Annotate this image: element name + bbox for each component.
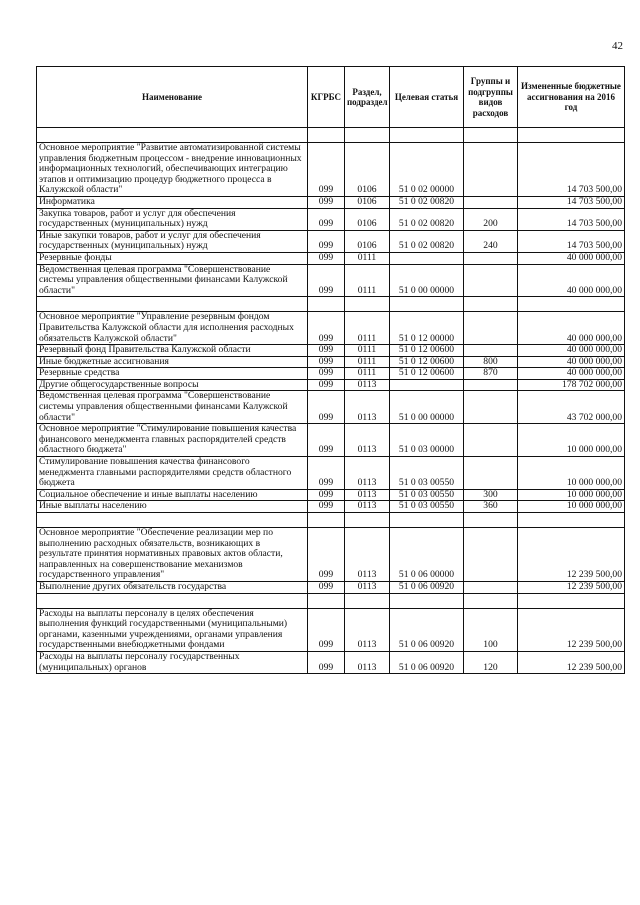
row-kgrbs: 099 bbox=[308, 252, 345, 264]
row-kgrbs: 099 bbox=[308, 379, 345, 391]
row-name: Другие общегосударственные вопросы bbox=[37, 379, 308, 391]
row-group bbox=[464, 391, 518, 424]
row-target: 51 0 02 00820 bbox=[390, 230, 464, 252]
row-section: 0111 bbox=[345, 356, 390, 368]
row-target: 51 0 06 00920 bbox=[390, 581, 464, 593]
row-target: 51 0 02 00820 bbox=[390, 208, 464, 230]
table-row bbox=[37, 208, 625, 230]
row-group bbox=[464, 379, 518, 391]
row-group: 360 bbox=[464, 501, 518, 513]
row-name: Основное мероприятие "Развитие автоматизированной системы управления бюджетным процессом - внедрение инновационных информационных технологий, обеспечивающих интеграцию этапов и оптимизацию процедур бюджетного процесса в Калужской области" bbox=[37, 143, 308, 197]
table-row bbox=[37, 143, 625, 197]
table-row bbox=[37, 230, 625, 252]
row-kgrbs: 099 bbox=[308, 651, 345, 673]
page-number: 42 bbox=[612, 40, 623, 52]
row-group bbox=[464, 196, 518, 208]
table-row bbox=[37, 424, 625, 457]
header-target: Целевая статья bbox=[390, 67, 464, 128]
row-section: 0113 bbox=[345, 501, 390, 513]
row-kgrbs: 099 bbox=[308, 489, 345, 501]
row-name: Социальное обеспечение и иные выплаты населению bbox=[37, 489, 308, 501]
spacer-row bbox=[37, 513, 625, 528]
row-section: 0113 bbox=[345, 608, 390, 651]
row-amount: 10 000 000,00 bbox=[518, 424, 625, 457]
table-row bbox=[37, 345, 625, 357]
table-row bbox=[37, 391, 625, 424]
spacer-row bbox=[37, 297, 625, 312]
row-amount: 40 000 000,00 bbox=[518, 264, 625, 297]
row-group: 300 bbox=[464, 489, 518, 501]
row-section: 0111 bbox=[345, 312, 390, 345]
row-name: Резервные средства bbox=[37, 368, 308, 380]
row-kgrbs: 099 bbox=[308, 608, 345, 651]
row-target: 51 0 00 00000 bbox=[390, 391, 464, 424]
table-row bbox=[37, 196, 625, 208]
row-amount: 178 702 000,00 bbox=[518, 379, 625, 391]
row-target: 51 0 03 00550 bbox=[390, 457, 464, 490]
spacer-row bbox=[37, 128, 625, 143]
row-name: Основное мероприятие "Управление резервным фондом Правительства Калужской области для исполнения расходных обязательств Калужской области" bbox=[37, 312, 308, 345]
row-target: 51 0 06 00000 bbox=[390, 528, 464, 582]
row-kgrbs: 099 bbox=[308, 143, 345, 197]
row-amount: 10 000 000,00 bbox=[518, 501, 625, 513]
row-amount: 10 000 000,00 bbox=[518, 489, 625, 501]
row-name: Основное мероприятие "Стимулирование повышения качества финансового менеджмента главных распорядителей средств областного бюджета" bbox=[37, 424, 308, 457]
row-group bbox=[464, 457, 518, 490]
row-name: Информатика bbox=[37, 196, 308, 208]
row-name: Резервный фонд Правительства Калужской области bbox=[37, 345, 308, 357]
row-name: Иные выплаты населению bbox=[37, 501, 308, 513]
row-kgrbs: 099 bbox=[308, 528, 345, 582]
row-name: Стимулирование повышения качества финансового менеджмента главными распорядителями средств областного бюджета bbox=[37, 457, 308, 490]
row-kgrbs: 099 bbox=[308, 368, 345, 380]
table-row bbox=[37, 264, 625, 297]
row-amount: 40 000 000,00 bbox=[518, 312, 625, 345]
row-target: 51 0 12 00600 bbox=[390, 368, 464, 380]
row-target: 51 0 02 00000 bbox=[390, 143, 464, 197]
row-target: 51 0 03 00000 bbox=[390, 424, 464, 457]
row-amount: 12 239 500,00 bbox=[518, 528, 625, 582]
header-section: Раздел, подраздел bbox=[345, 67, 390, 128]
row-section: 0113 bbox=[345, 489, 390, 501]
row-group bbox=[464, 581, 518, 593]
row-target: 51 0 03 00550 bbox=[390, 501, 464, 513]
row-group bbox=[464, 424, 518, 457]
row-kgrbs: 099 bbox=[308, 230, 345, 252]
table-row bbox=[37, 457, 625, 490]
row-name: Иные бюджетные ассигнования bbox=[37, 356, 308, 368]
row-kgrbs: 099 bbox=[308, 196, 345, 208]
row-name: Расходы на выплаты персоналу государственных (муниципальных) органов bbox=[37, 651, 308, 673]
table-row bbox=[37, 608, 625, 651]
row-amount: 40 000 000,00 bbox=[518, 368, 625, 380]
table-row bbox=[37, 581, 625, 593]
row-section: 0106 bbox=[345, 143, 390, 197]
row-name: Основное мероприятие "Обеспечение реализации мер по выполнению расходных обязательств, возникающих в результате принятия нормативных правовых актов области, направленных на совершенствование механизмов государственного управления" bbox=[37, 528, 308, 582]
row-kgrbs: 099 bbox=[308, 356, 345, 368]
row-amount: 14 703 500,00 bbox=[518, 230, 625, 252]
row-amount: 40 000 000,00 bbox=[518, 356, 625, 368]
row-amount: 40 000 000,00 bbox=[518, 345, 625, 357]
row-section: 0106 bbox=[345, 196, 390, 208]
row-amount: 12 239 500,00 bbox=[518, 581, 625, 593]
header-groups: Группы и подгруппы видов расходов bbox=[464, 67, 518, 128]
table-row bbox=[37, 528, 625, 582]
row-group: 120 bbox=[464, 651, 518, 673]
row-section: 0113 bbox=[345, 457, 390, 490]
row-target: 51 0 02 00820 bbox=[390, 196, 464, 208]
header-kgrbs: КГРБС bbox=[308, 67, 345, 128]
row-group: 800 bbox=[464, 356, 518, 368]
table-row bbox=[37, 379, 625, 391]
row-amount: 43 702 000,00 bbox=[518, 391, 625, 424]
row-section: 0113 bbox=[345, 379, 390, 391]
row-section: 0113 bbox=[345, 528, 390, 582]
row-kgrbs: 099 bbox=[308, 345, 345, 357]
row-amount: 12 239 500,00 bbox=[518, 651, 625, 673]
row-kgrbs: 099 bbox=[308, 424, 345, 457]
row-section: 0113 bbox=[345, 581, 390, 593]
row-target: 51 0 12 00600 bbox=[390, 356, 464, 368]
row-group: 100 bbox=[464, 608, 518, 651]
header-amount: Измененные бюджетные ассигнования на 2016 год bbox=[518, 67, 625, 128]
row-name: Ведомственная целевая программа "Совершенствование системы управления общественными финансами Калужской области" bbox=[37, 391, 308, 424]
row-amount: 14 703 500,00 bbox=[518, 196, 625, 208]
row-name: Расходы на выплаты персоналу в целях обеспечения выполнения функций государственными (муниципальными) органами, казенными учреждениями, органами управления государственными внебюджетными фондами bbox=[37, 608, 308, 651]
row-section: 0113 bbox=[345, 651, 390, 673]
row-group bbox=[464, 345, 518, 357]
row-name: Резервные фонды bbox=[37, 252, 308, 264]
row-amount: 12 239 500,00 bbox=[518, 608, 625, 651]
row-name: Иные закупки товаров, работ и услуг для обеспечения государственных (муниципальных) нужд bbox=[37, 230, 308, 252]
table-row bbox=[37, 356, 625, 368]
row-group: 240 bbox=[464, 230, 518, 252]
row-group: 870 bbox=[464, 368, 518, 380]
row-target: 51 0 06 00920 bbox=[390, 608, 464, 651]
row-group bbox=[464, 528, 518, 582]
header-name: Наименование bbox=[37, 67, 308, 128]
table-row bbox=[37, 252, 625, 264]
row-target: 51 0 06 00920 bbox=[390, 651, 464, 673]
table-row bbox=[37, 501, 625, 513]
row-amount: 10 000 000,00 bbox=[518, 457, 625, 490]
row-kgrbs: 099 bbox=[308, 208, 345, 230]
row-target bbox=[390, 252, 464, 264]
row-name: Выполнение других обязательств государства bbox=[37, 581, 308, 593]
row-kgrbs: 099 bbox=[308, 501, 345, 513]
row-amount: 14 703 500,00 bbox=[518, 208, 625, 230]
row-kgrbs: 099 bbox=[308, 264, 345, 297]
row-name: Закупка товаров, работ и услуг для обеспечения государственных (муниципальных) нужд bbox=[37, 208, 308, 230]
row-section: 0113 bbox=[345, 424, 390, 457]
row-target: 51 0 03 00550 bbox=[390, 489, 464, 501]
row-section: 0111 bbox=[345, 368, 390, 380]
row-amount: 14 703 500,00 bbox=[518, 143, 625, 197]
row-name: Ведомственная целевая программа "Совершенствование системы управления общественными финансами Калужской области" bbox=[37, 264, 308, 297]
row-section: 0111 bbox=[345, 264, 390, 297]
table-header-row bbox=[37, 67, 625, 128]
table-row bbox=[37, 312, 625, 345]
row-section: 0111 bbox=[345, 252, 390, 264]
row-kgrbs: 099 bbox=[308, 457, 345, 490]
row-group bbox=[464, 143, 518, 197]
table-row bbox=[37, 489, 625, 501]
row-amount: 40 000 000,00 bbox=[518, 252, 625, 264]
row-section: 0113 bbox=[345, 391, 390, 424]
row-section: 0106 bbox=[345, 230, 390, 252]
row-group bbox=[464, 252, 518, 264]
row-section: 0111 bbox=[345, 345, 390, 357]
table-row bbox=[37, 651, 625, 673]
row-target bbox=[390, 379, 464, 391]
row-target: 51 0 12 00600 bbox=[390, 345, 464, 357]
row-target: 51 0 00 00000 bbox=[390, 264, 464, 297]
row-target: 51 0 12 00000 bbox=[390, 312, 464, 345]
row-group bbox=[464, 264, 518, 297]
row-group: 200 bbox=[464, 208, 518, 230]
table-row bbox=[37, 368, 625, 380]
row-section: 0106 bbox=[345, 208, 390, 230]
row-kgrbs: 099 bbox=[308, 581, 345, 593]
spacer-row bbox=[37, 593, 625, 608]
row-kgrbs: 099 bbox=[308, 391, 345, 424]
row-kgrbs: 099 bbox=[308, 312, 345, 345]
row-group bbox=[464, 312, 518, 345]
budget-table bbox=[36, 66, 625, 674]
